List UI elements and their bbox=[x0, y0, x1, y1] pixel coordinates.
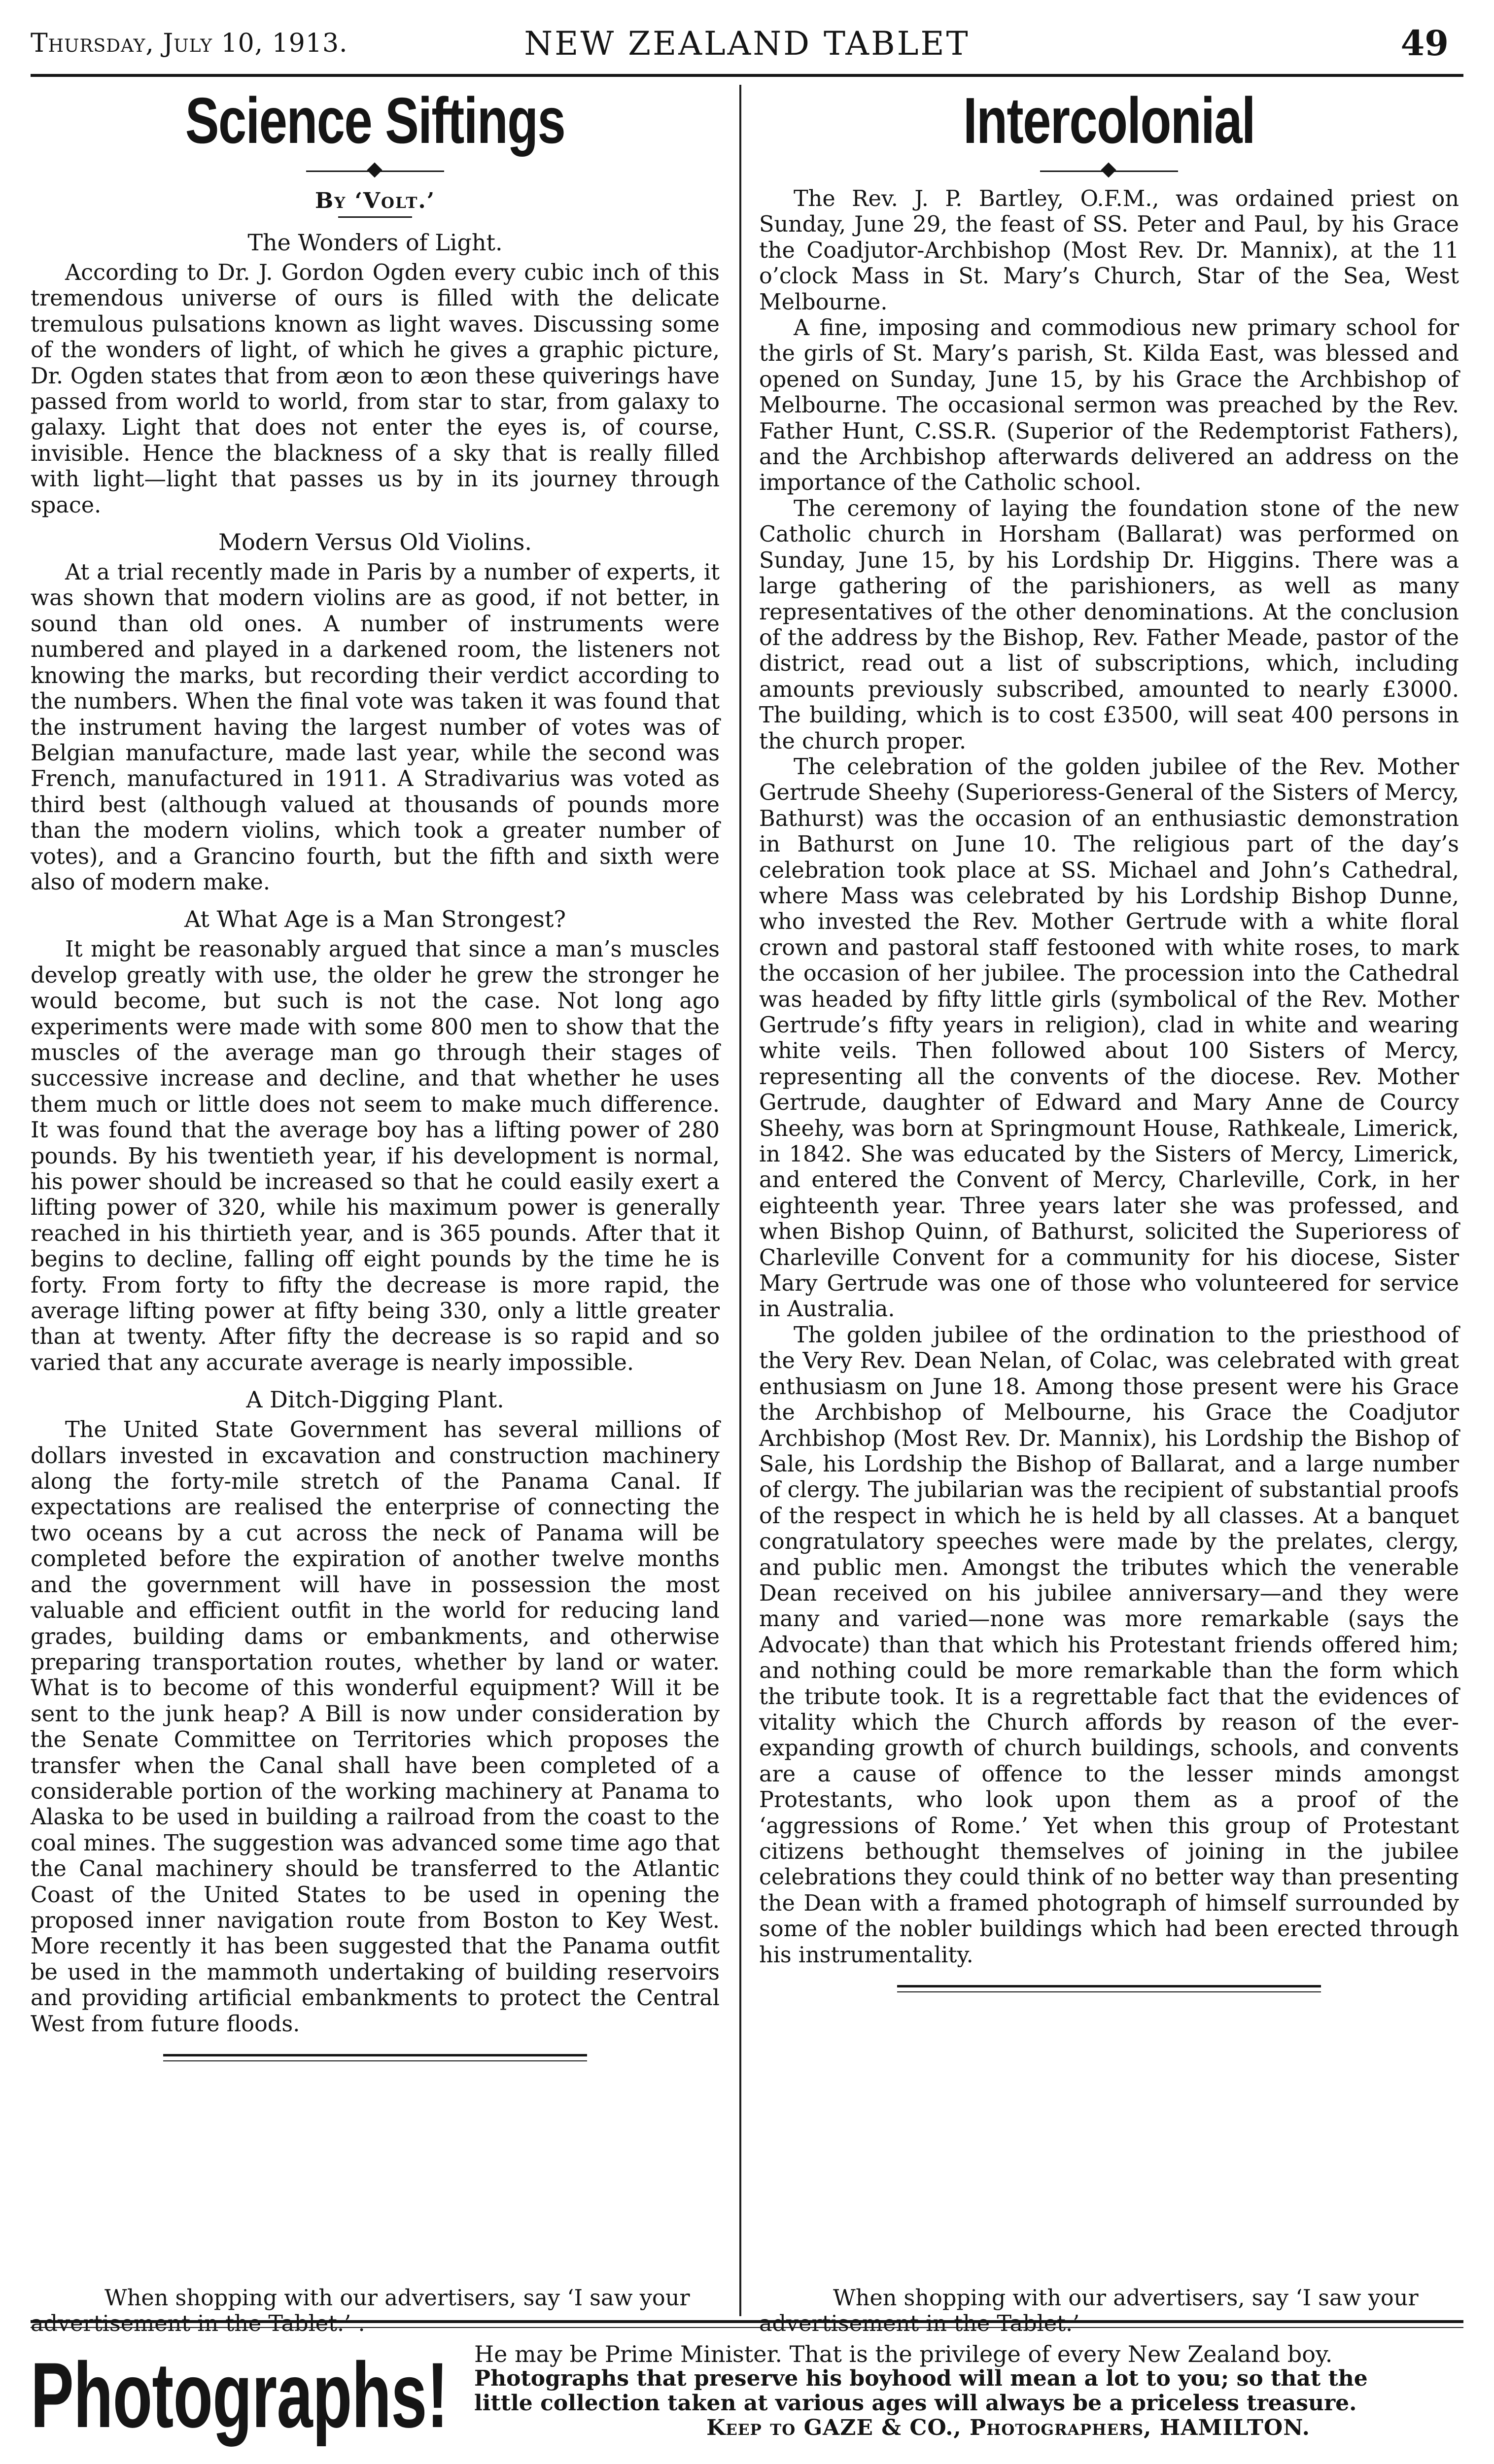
article-paragraph: The United State Government has several millions of dollars invested in excavation and construction machinery along the forty-mile stretch of the Panama Canal. If expectations are realised the enterprise of connecting the two oceans by a cut across the neck of Panama will be completed before the expiration of another twelve months and the government will have in possession the most valuable and efficient outfit in the world for reducing land grades, building dams or embankments, and otherwise preparing transportation routes, whether by land or water. What is to become of this wonderful equipment? Will it be sent to the junk heap? A Bill is now under consideration by the Senate Committee on Territories which proposes the transfer when the Canal shall have been completed of a considerable portion of the working machinery at Panama to Alaska to be used in building a railroad from the coast to the coal mines. The suggestion was advanced some time ago that the Canal machinery should be transferred to the Atlantic Coast of the United States to be used in opening the proposed inner navigation route from Boston to Key West. More recently it has been suggested that the Panama outfit be used in the mammoth undertaking of building reservoirs and providing artificial embankments to protect the Central West from future floods. bbox=[31, 1417, 720, 2037]
article-paragraph: At a trial recently made in Paris by a number of experts, it was shown that modern violins are as good, if not better, in sound than old ones. A number of instruments were numbered and played in a darkened room, the listeners not knowing the marks, but recording their verdict according to the numbers. When the final vote was taken it was found that the instrument having the largest number of votes was of Belgian manufacture, made last year, while the second was French, manufactured in 1911. A Stradivarius was voted as third best (although valued at thousands of pounds more than the modern violins, which took a greater number of votes), and a Grancino fourth, but the fifth and sixth were also of modern make. bbox=[31, 560, 720, 895]
advert-headline: Photographs! bbox=[31, 2343, 448, 2447]
advert-rule bbox=[31, 2320, 1463, 2323]
issue-date: Thursday, July 10, 1913. bbox=[31, 29, 348, 58]
column-science-siftings bbox=[31, 84, 720, 2336]
advert-line: Photographs that preserve his boyhood will mean a lot to you; so that the bbox=[474, 2366, 1368, 2391]
article-paragraph: It might be reasonably argued that since a man’s muscles develop greatly with use, the older he grew the stronger he would become, but such is not the case. Not long ago experiments were made with some 800 men to show that the muscles of the average man go through their stages of successive increase and decline, and that whether he uses them much or little does not seem to make much difference. It was found that the average boy has a lifting power of 280 pounds. By his twentieth year, if his development is normal, his power should be increased so that he could easily exert a lifting power of 320, while his maximum power is generally reached in his thirtieth year, and is 365 pounds. After that it begins to decline, falling off eight pounds by the time he is forty. From forty to fifty the decrease is more rapid, the average lifting power at fifty being 330, only a little greater than at twenty. After fifty the decrease is so rapid and so varied that any accurate average is nearly impossible. bbox=[31, 937, 720, 1375]
article-paragraph: A fine, imposing and commodious new primary school for the girls of St. Mary’s parish, St. Kilda East, was blessed and opened on Sunday, June 15, by his Grace the Archbishop of Melbourne. The occasional sermon was preached by the Rev. Father Hunt, C.SS.R. (Superior of the Redemptorist Fathers), and the Archbishop afterwards delivered an address on the importance of the Catholic school. bbox=[759, 315, 1459, 496]
subhead-man-strongest: At What Age is a Man Strongest? bbox=[184, 906, 566, 933]
title-ornament bbox=[1040, 162, 1178, 181]
advert-line: He may be Prime Minister. That is the privilege of every New Zealand boy. bbox=[474, 2341, 1333, 2367]
advertiser-note: When shopping with our advertisers, say ‘I saw your advertisement in the Tablet.’ bbox=[759, 2286, 1419, 2336]
byline: By ‘Volt.’ bbox=[314, 188, 436, 213]
photographs-advert bbox=[31, 2331, 1463, 2464]
advertiser-note: When shopping with our advertisers, say ‘I saw your advertisement in the Tablet.’ . bbox=[31, 2286, 690, 2336]
article-end-rule bbox=[897, 1985, 1321, 1992]
section-title-intercolonial: Intercolonial bbox=[963, 84, 1255, 157]
column-intercolonial bbox=[759, 84, 1459, 2336]
advert-line: little collection taken at various ages will always be a priceless treasure. bbox=[474, 2391, 1357, 2416]
article-paragraph: According to Dr. J. Gordon Ogden every cubic inch of this tremendous universe of ours is filled with the delicate tremulous pulsations known as light waves. Discussing some of the wonders of light, of which he gives a graphic picture, Dr. Ogden states that from æon to æon these quiverings have passed from world to world, from star to star, from galaxy to galaxy. Light that does not enter the eyes is, of course, invisible. Hence the blackness of a sky that is really filled with light—light that passes us by in its journey through space. bbox=[31, 260, 720, 518]
byline-rule bbox=[338, 216, 412, 218]
article-end-rule bbox=[163, 2054, 587, 2061]
subhead-ditch-digging: A Ditch-Digging Plant. bbox=[246, 1386, 504, 1413]
newspaper-title: NEW ZEALAND TABLET bbox=[524, 25, 970, 63]
section-title-science-siftings: Science Siftings bbox=[185, 84, 565, 157]
page-number: 49 bbox=[1400, 23, 1449, 64]
masthead bbox=[31, 20, 1463, 74]
column-divider bbox=[739, 85, 741, 2316]
subhead-violins: Modern Versus Old Violins. bbox=[218, 529, 532, 556]
subhead-wonders-of-light: The Wonders of Light. bbox=[247, 229, 503, 256]
article-paragraph: The ceremony of laying the foundation stone of the new Catholic church in Horsham (Ballarat) was performed on Sunday, June 15, by his Lordship Dr. Higgins. There was a large gathering of the parishioners, as well as many representatives of the other denominations. At the conclusion of the address by the Bishop, Rev. Father Meade, pastor of the district, read out a list of subscriptions, which, including amounts previously subscribed, amounted to nearly £3000. The building, which is to cost £3500, will seat 400 persons in the church proper. bbox=[759, 496, 1459, 754]
masthead-rule bbox=[31, 74, 1463, 77]
advert-line: Keep to GAZE & CO., Photographers, HAMILTON. bbox=[706, 2415, 1310, 2440]
advert-body bbox=[474, 2342, 1463, 2440]
article-paragraph: The Rev. J. P. Bartley, O.F.M., was ordained priest on Sunday, June 29, the feast of SS. Peter and Paul, by his Grace the Coadjutor-Archbishop (Most Rev. Dr. Mannix), at the 11 o’clock Mass in St. Mary’s Church, Star of the Sea, West Melbourne. bbox=[759, 186, 1459, 315]
advert-rule-thin bbox=[31, 2327, 1463, 2328]
article-paragraph: The golden jubilee of the ordination to the priesthood of the Very Rev. Dean Nelan, of Colac, was celebrated with great enthusiasm on June 18. Among those present were his Grace the Archbishop of Melbourne, his Grace the Coadjutor Archbishop (Most Rev. Dr. Mannix), his Lordship the Bishop of Sale, his Lordship the Bishop of Ballarat, and a large number of clergy. The jubilarian was the recipient of substantial proofs of the respect in which he is held by all classes. At a banquet congratulatory speeches were made by the prelates, clergy, and public men. Amongst the tributes which the venerable Dean received on his jubilee anniversary—and they were many and varied—none was more remarkable (says the Advocate) than that which his Protestant friends offered him; and nothing could be more remarkable than the form which the tribute took. It is a regrettable fact that the evidences of vitality which the Church affords by reason of the ever-expanding growth of church buildings, schools, and convents are a cause of offence to the lesser minds amongst Protestants, who look upon them as a proof of the ‘aggressions of Rome.’ Yet when this group of Protestant citizens bethought themselves of joining in the jubilee celebrations they could think of no better way than presenting the Dean with a framed photograph of himself surrounded by some of the nobler buildings which had been erected through his instrumentality. bbox=[759, 1322, 1459, 1968]
title-ornament bbox=[306, 162, 444, 181]
article-paragraph: The celebration of the golden jubilee of the Rev. Mother Gertrude Sheehy (Superioress-General of the Sisters of Mercy, Bathurst) was the occasion of an enthusiastic demonstration in Bathurst on June 10. The religious part of the day’s celebration took place at SS. Michael and John’s Cathedral, where Mass was celebrated by his Lordship Bishop Dunne, who invested the Rev. Mother Gertrude with a white floral crown and pastoral staff festooned with white roses, to mark the occasion of her jubilee. The procession into the Cathedral was headed by fifty little girls (symbolical of the Rev. Mother Gertrude’s fifty years in religion), clad in white and wearing white veils. Then followed about 100 Sisters of Mercy, representing all the convents of the diocese. Rev. Mother Gertrude, daughter of Edward and Mary Anne de Courcy Sheehy, was born at Springmount House, Rathkeale, Limerick, in 1842. She was educated by the Sisters of Mercy, Limerick, and entered the Convent of Mercy, Charleville, Cork, in her eighteenth year. Three years later she was professed, and when Bishop Quinn, of Bathurst, solicited the Superioress of Charleville Convent for a community for his diocese, Sister Mary Gertrude was one of those who volunteered for service in Australia. bbox=[759, 754, 1459, 1322]
